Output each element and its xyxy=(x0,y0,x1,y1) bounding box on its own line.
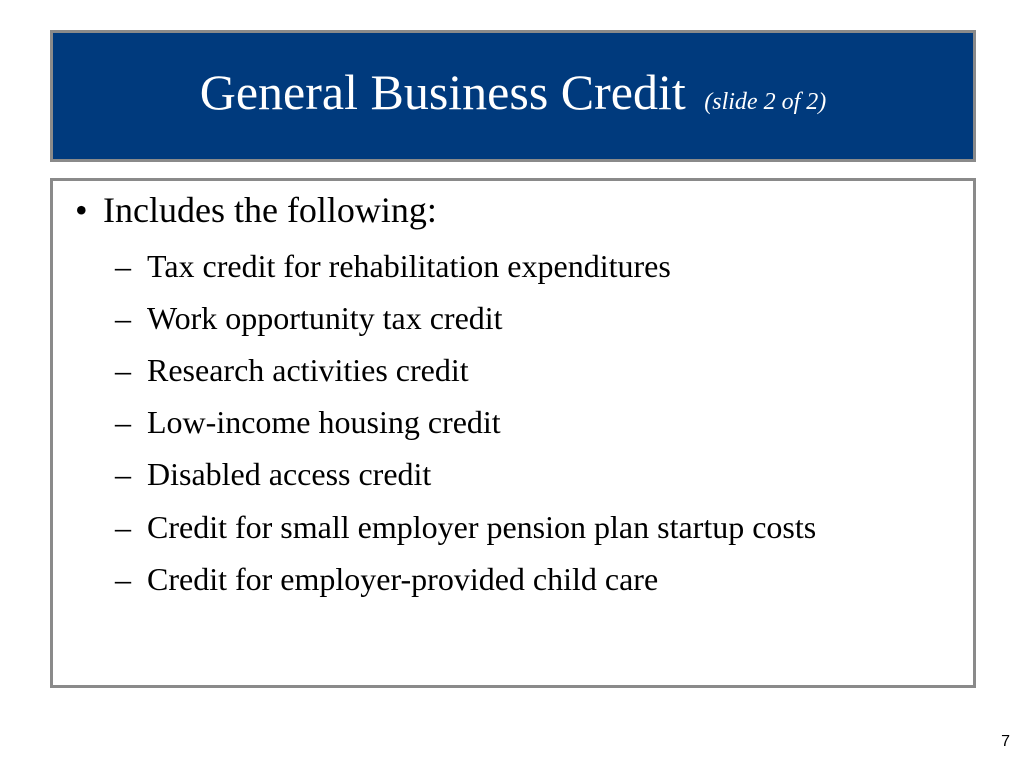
title-banner xyxy=(50,30,976,162)
sub-bullet-item xyxy=(115,509,915,546)
content-box xyxy=(50,178,976,688)
sub-bullet-item xyxy=(115,248,915,285)
sub-bullet-list xyxy=(115,248,915,613)
sub-bullet-item xyxy=(115,404,915,441)
dash-icon: – xyxy=(115,456,131,493)
sub-bullet-text: Low-income housing credit xyxy=(147,404,501,441)
sub-bullet-text: Tax credit for rehabilitation expenditures xyxy=(147,248,671,284)
title-main: General Business Credit xyxy=(199,64,686,120)
title-subtitle: (slide 2 of 2) xyxy=(704,89,827,115)
sub-bullet-text: Work opportunity tax credit xyxy=(147,300,503,337)
sub-bullet-text: Credit for small employer pension plan startup costs xyxy=(147,508,817,545)
sub-bullet-item xyxy=(115,561,915,598)
dash-icon: – xyxy=(115,352,131,389)
sub-bullet-item xyxy=(115,352,915,389)
main-bullet-text: Includes the following: xyxy=(103,190,437,230)
dash-icon: – xyxy=(115,560,131,597)
dash-icon: – xyxy=(115,404,131,441)
bullet-icon: • xyxy=(75,190,88,230)
page-number: 7 xyxy=(1001,733,1010,750)
dash-icon: – xyxy=(115,248,131,284)
slide-title xyxy=(199,64,827,120)
sub-bullet-text: Disabled access credit xyxy=(147,456,432,493)
dash-icon: – xyxy=(115,508,131,545)
sub-bullet-text: Research activities credit xyxy=(147,352,469,389)
main-bullet xyxy=(75,189,437,232)
sub-bullet-text: Credit for employer-provided child care xyxy=(147,560,659,597)
sub-bullet-item xyxy=(115,300,915,337)
sub-bullet-item xyxy=(115,456,915,493)
dash-icon: – xyxy=(115,300,131,337)
